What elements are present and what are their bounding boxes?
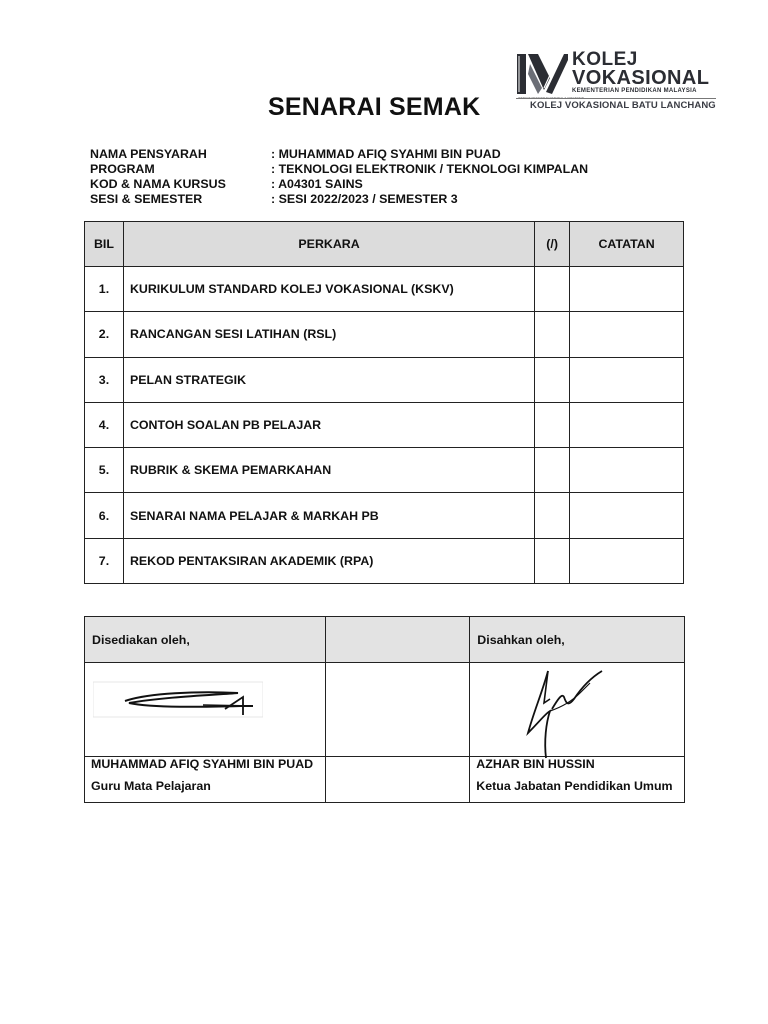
signature-icon: [520, 663, 610, 759]
table-row: [85, 357, 684, 402]
row-item: RANCANGAN SESI LATIHAN (RSL): [123, 312, 534, 357]
approved-signature-cell: [470, 663, 685, 757]
info-label-course: KOD & NAMA KURSUS: [90, 177, 226, 191]
logo-text-ministry: KEMENTERIAN PENDIDIKAN MALAYSIA: [572, 88, 697, 94]
header-catatan: CATATAN: [570, 222, 684, 267]
prepared-signature-cell: [85, 663, 326, 757]
logo-text-vokasional: VOKASIONAL: [572, 67, 710, 89]
row-item: PELAN STRATEGIK: [123, 357, 534, 402]
prepared-name: MUHAMMAD AFIQ SYAHMI BIN PUAD: [91, 757, 314, 771]
logo-text-small: INSTITUSI PENDIDIKAN TEKNIKAL & VOKASIONAL: [518, 96, 585, 100]
info-label-program: PROGRAM: [90, 162, 155, 176]
header-tick: (/): [535, 222, 570, 267]
row-tick-cell[interactable]: [535, 312, 570, 357]
signoff-spacer-cell: [325, 663, 470, 757]
info-row: [90, 147, 588, 162]
approved-role: Ketua Jabatan Pendidikan Umum: [476, 779, 673, 793]
info-value-lecturer: : MUHAMMAD AFIQ SYAHMI BIN PUAD: [271, 147, 501, 161]
row-item: RUBRIK & SKEMA PEMARKAHAN: [123, 448, 534, 493]
row-tick-cell[interactable]: [535, 493, 570, 538]
logo-text-college-name: KOLEJ VOKASIONAL BATU LANCHANG: [530, 100, 716, 111]
kv-logo-icon: [516, 52, 568, 98]
signoff-spacer-cell: [325, 617, 470, 663]
row-notes-cell[interactable]: [570, 538, 684, 583]
info-block: [90, 147, 588, 207]
signature-row: [85, 663, 685, 757]
row-number: 5.: [85, 448, 124, 493]
logo-divider: [516, 98, 716, 99]
info-label-lecturer: NAMA PENSYARAH: [90, 147, 207, 161]
row-item: REKOD PENTAKSIRAN AKADEMIK (RPA): [123, 538, 534, 583]
approved-by-cell: [470, 757, 685, 803]
prepared-role: Guru Mata Pelajaran: [91, 779, 211, 793]
row-tick-cell[interactable]: [535, 538, 570, 583]
row-notes-cell[interactable]: [570, 357, 684, 402]
checklist-header-row: [85, 222, 684, 267]
row-tick-cell[interactable]: [535, 357, 570, 402]
row-item: SENARAI NAMA PELAJAR & MARKAH PB: [123, 493, 534, 538]
approved-by-label: Disahkan oleh,: [470, 617, 685, 663]
approved-name: AZHAR BIN HUSSIN: [476, 757, 595, 771]
names-row: [85, 757, 685, 803]
row-number: 7.: [85, 538, 124, 583]
table-row: [85, 267, 684, 312]
page-title: SENARAI SEMAK: [268, 93, 481, 121]
signoff-spacer-cell: [325, 757, 470, 803]
table-row: [85, 538, 684, 583]
row-notes-cell[interactable]: [570, 493, 684, 538]
row-notes-cell[interactable]: [570, 267, 684, 312]
row-number: 3.: [85, 357, 124, 402]
signoff-header-row: [85, 617, 685, 663]
row-tick-cell[interactable]: [535, 267, 570, 312]
signoff-table: [84, 616, 685, 803]
row-tick-cell[interactable]: [535, 448, 570, 493]
row-number: 4.: [85, 402, 124, 447]
header-bil: BIL: [85, 222, 124, 267]
prepared-by-cell: [85, 757, 326, 803]
row-item: KURIKULUM STANDARD KOLEJ VOKASIONAL (KSKV): [123, 267, 534, 312]
row-notes-cell[interactable]: [570, 312, 684, 357]
prepared-by-label: Disediakan oleh,: [85, 617, 326, 663]
info-value-session: : SESI 2022/2023 / SEMESTER 3: [271, 192, 458, 206]
info-value-course: : A04301 SAINS: [271, 177, 363, 191]
row-notes-cell[interactable]: [570, 402, 684, 447]
info-label-session: SESI & SEMESTER: [90, 192, 203, 206]
signature-icon: [93, 681, 263, 719]
table-row: [85, 402, 684, 447]
table-row: [85, 448, 684, 493]
logo-text-kolej: KOLEJ: [572, 49, 638, 70]
row-number: 6.: [85, 493, 124, 538]
row-number: 2.: [85, 312, 124, 357]
checklist-table: [84, 221, 684, 584]
info-row: [90, 177, 588, 192]
row-notes-cell[interactable]: [570, 448, 684, 493]
college-logo: [516, 49, 716, 114]
info-row: [90, 162, 588, 177]
info-value-program: : TEKNOLOGI ELEKTRONIK / TEKNOLOGI KIMPALAN: [271, 162, 589, 176]
header-perkara: PERKARA: [123, 222, 534, 267]
row-item: CONTOH SOALAN PB PELAJAR: [123, 402, 534, 447]
row-number: 1.: [85, 267, 124, 312]
table-row: [85, 312, 684, 357]
row-tick-cell[interactable]: [535, 402, 570, 447]
table-row: [85, 493, 684, 538]
info-row: [90, 192, 588, 207]
